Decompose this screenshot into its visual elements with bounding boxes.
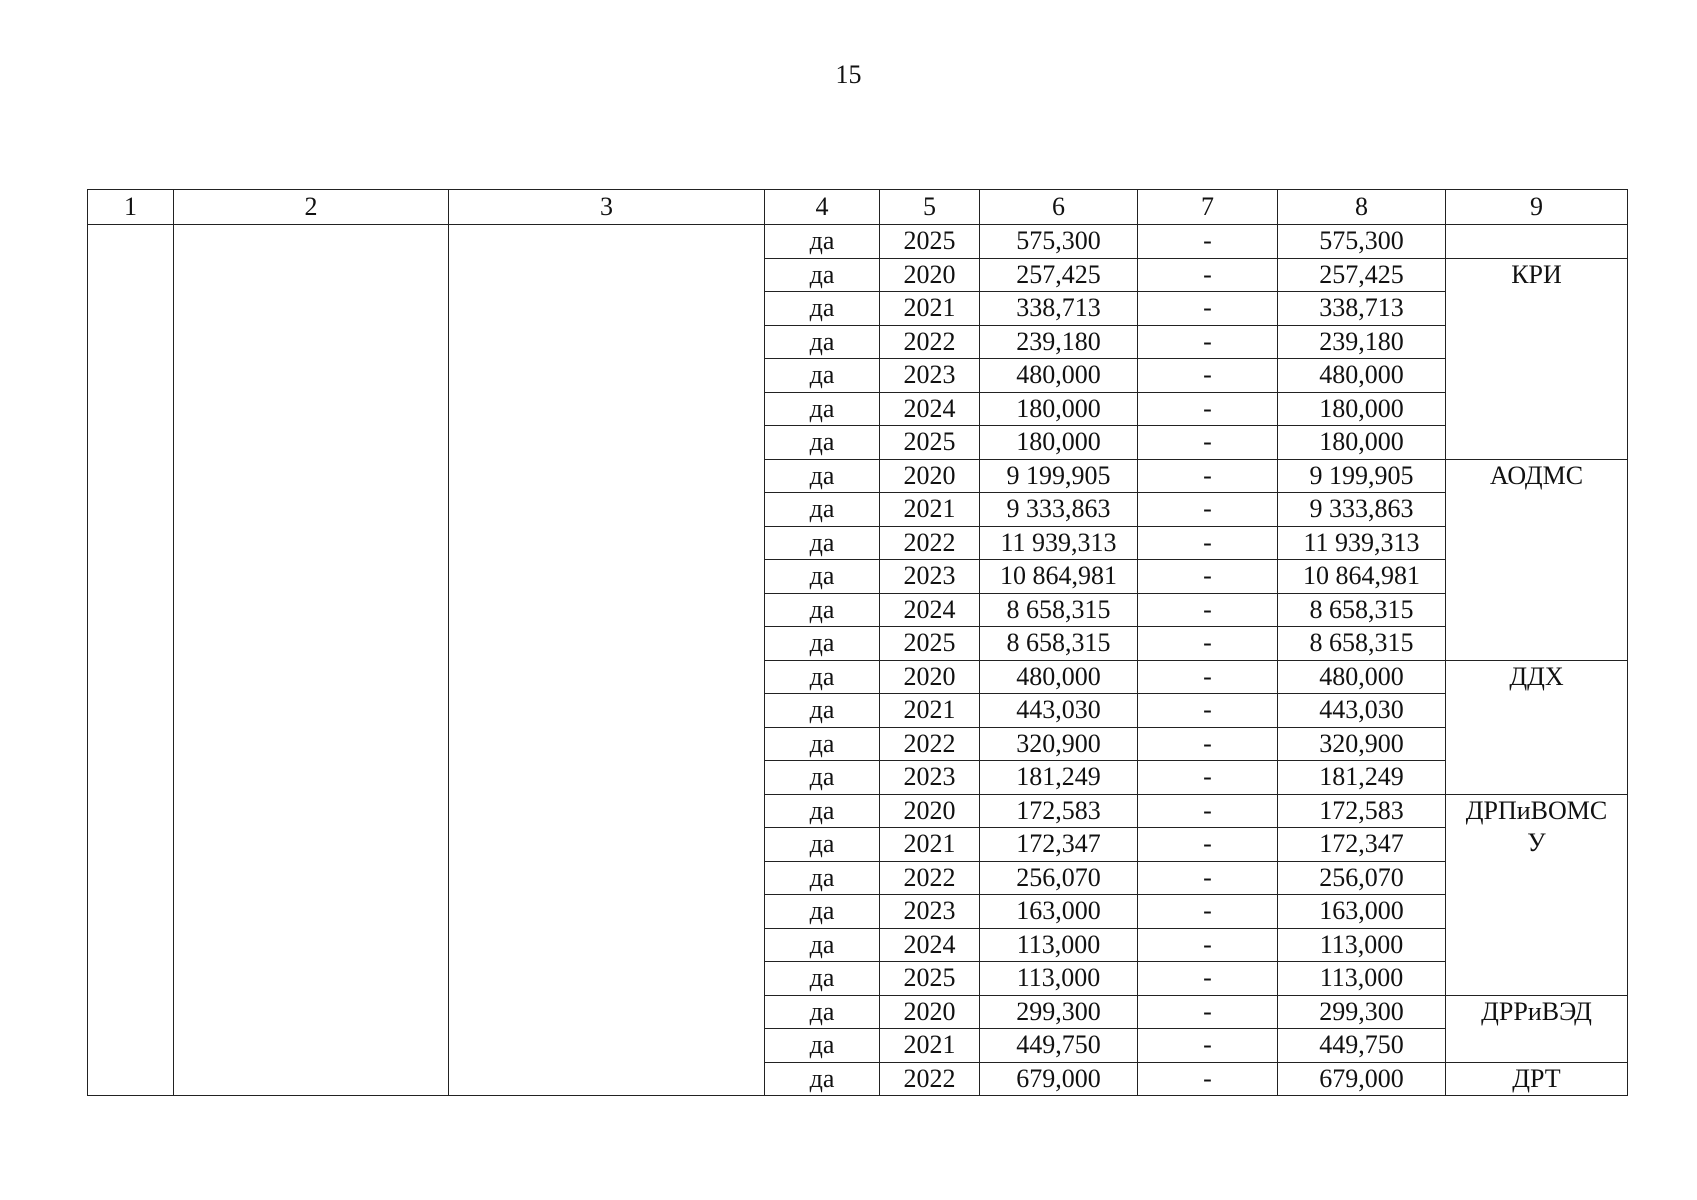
budget-amount-cell: 443,030	[1278, 694, 1446, 728]
financing-flag-cell: да	[765, 225, 880, 259]
dash-cell: -	[1138, 258, 1278, 292]
total-amount-cell: 443,030	[980, 694, 1138, 728]
total-amount-cell: 575,300	[980, 225, 1138, 259]
financing-flag-cell: да	[765, 392, 880, 426]
year-cell: 2021	[880, 694, 980, 728]
total-amount-cell: 679,000	[980, 1062, 1138, 1096]
financing-flag-cell: да	[765, 627, 880, 661]
year-cell: 2022	[880, 526, 980, 560]
financing-flag-cell: да	[765, 459, 880, 493]
budget-amount-cell: 338,713	[1278, 292, 1446, 326]
budget-amount-cell: 299,300	[1278, 995, 1446, 1029]
financing-flag-cell: да	[765, 828, 880, 862]
financing-flag-cell: да	[765, 727, 880, 761]
dash-cell: -	[1138, 459, 1278, 493]
financing-flag-cell: да	[765, 761, 880, 795]
total-amount-cell: 11 939,313	[980, 526, 1138, 560]
organization-name-continued: У	[1527, 827, 1546, 857]
budget-amount-cell: 449,750	[1278, 1029, 1446, 1063]
budget-amount-cell: 239,180	[1278, 325, 1446, 359]
financing-flag-cell: да	[765, 995, 880, 1029]
total-amount-cell: 8 658,315	[980, 627, 1138, 661]
total-amount-cell: 9 199,905	[980, 459, 1138, 493]
header-cell-1: 1	[88, 190, 174, 225]
year-cell: 2021	[880, 292, 980, 326]
dash-cell: -	[1138, 560, 1278, 594]
financing-flag-cell: да	[765, 426, 880, 460]
total-amount-cell: 181,249	[980, 761, 1138, 795]
total-amount-cell: 256,070	[980, 861, 1138, 895]
budget-amount-cell: 320,900	[1278, 727, 1446, 761]
total-amount-cell: 163,000	[980, 895, 1138, 929]
year-cell: 2020	[880, 794, 980, 828]
year-cell: 2025	[880, 225, 980, 259]
total-amount-cell: 239,180	[980, 325, 1138, 359]
financing-flag-cell: да	[765, 928, 880, 962]
dash-cell: -	[1138, 526, 1278, 560]
dash-cell: -	[1138, 794, 1278, 828]
budget-amount-cell: 113,000	[1278, 962, 1446, 996]
year-cell: 2022	[880, 325, 980, 359]
financing-flag-cell: да	[765, 1029, 880, 1063]
year-cell: 2020	[880, 660, 980, 694]
dash-cell: -	[1138, 359, 1278, 393]
year-cell: 2021	[880, 1029, 980, 1063]
total-amount-cell: 172,583	[980, 794, 1138, 828]
dash-cell: -	[1138, 493, 1278, 527]
dash-cell: -	[1138, 727, 1278, 761]
dash-cell: -	[1138, 995, 1278, 1029]
total-amount-cell: 8 658,315	[980, 593, 1138, 627]
total-amount-cell: 10 864,981	[980, 560, 1138, 594]
budget-amount-cell: 679,000	[1278, 1062, 1446, 1096]
total-amount-cell: 320,900	[980, 727, 1138, 761]
year-cell: 2023	[880, 761, 980, 795]
total-amount-cell: 480,000	[980, 359, 1138, 393]
year-cell: 2022	[880, 727, 980, 761]
dash-cell: -	[1138, 895, 1278, 929]
financing-flag-cell: да	[765, 660, 880, 694]
budget-amount-cell: 113,000	[1278, 928, 1446, 962]
financing-flag-cell: да	[765, 359, 880, 393]
table-header-row	[88, 190, 1628, 225]
dash-cell: -	[1138, 292, 1278, 326]
budget-amount-cell: 575,300	[1278, 225, 1446, 259]
year-cell: 2025	[880, 426, 980, 460]
year-cell: 2022	[880, 861, 980, 895]
year-cell: 2023	[880, 895, 980, 929]
organization-name: ДДХ	[1509, 661, 1564, 691]
dash-cell: -	[1138, 660, 1278, 694]
year-cell: 2020	[880, 459, 980, 493]
dash-cell: -	[1138, 392, 1278, 426]
year-cell: 2023	[880, 359, 980, 393]
dash-cell: -	[1138, 225, 1278, 259]
organization-cell	[1446, 258, 1628, 459]
dash-cell: -	[1138, 593, 1278, 627]
budget-amount-cell: 9 199,905	[1278, 459, 1446, 493]
header-cell-2: 2	[174, 190, 449, 225]
year-cell: 2024	[880, 392, 980, 426]
total-amount-cell: 180,000	[980, 392, 1138, 426]
budget-amount-cell: 180,000	[1278, 392, 1446, 426]
budget-amount-cell: 172,347	[1278, 828, 1446, 862]
header-cell-3: 3	[449, 190, 765, 225]
total-amount-cell: 172,347	[980, 828, 1138, 862]
total-amount-cell: 113,000	[980, 962, 1138, 996]
budget-amount-cell: 172,583	[1278, 794, 1446, 828]
dash-cell: -	[1138, 325, 1278, 359]
year-cell: 2024	[880, 928, 980, 962]
year-cell: 2023	[880, 560, 980, 594]
financing-flag-cell: да	[765, 1062, 880, 1096]
dash-cell: -	[1138, 761, 1278, 795]
total-amount-cell: 180,000	[980, 426, 1138, 460]
year-cell: 2022	[880, 1062, 980, 1096]
financing-flag-cell: да	[765, 962, 880, 996]
financing-flag-cell: да	[765, 895, 880, 929]
dash-cell: -	[1138, 627, 1278, 661]
total-amount-cell: 299,300	[980, 995, 1138, 1029]
organization-name: АОДМС	[1489, 460, 1584, 490]
dash-cell: -	[1138, 694, 1278, 728]
budget-amount-cell: 11 939,313	[1278, 526, 1446, 560]
header-cell-5: 5	[880, 190, 980, 225]
financing-flag-cell: да	[765, 794, 880, 828]
year-cell: 2025	[880, 627, 980, 661]
dash-cell: -	[1138, 426, 1278, 460]
budget-amount-cell: 8 658,315	[1278, 627, 1446, 661]
budget-amount-cell: 256,070	[1278, 861, 1446, 895]
budget-amount-cell: 480,000	[1278, 359, 1446, 393]
table-row	[88, 225, 1628, 259]
empty-merged-cell-1	[88, 225, 174, 1096]
header-cell-8: 8	[1278, 190, 1446, 225]
year-cell: 2021	[880, 493, 980, 527]
budget-amount-cell: 181,249	[1278, 761, 1446, 795]
empty-merged-cell-3	[449, 225, 765, 1096]
budget-amount-cell: 163,000	[1278, 895, 1446, 929]
dash-cell: -	[1138, 928, 1278, 962]
organization-name: ДРТ	[1512, 1063, 1561, 1093]
total-amount-cell: 449,750	[980, 1029, 1138, 1063]
financing-flag-cell: да	[765, 258, 880, 292]
year-cell: 2021	[880, 828, 980, 862]
organization-name: ДРРиВЭД	[1481, 996, 1592, 1026]
header-cell-4: 4	[765, 190, 880, 225]
financing-flag-cell: да	[765, 694, 880, 728]
financing-flag-cell: да	[765, 292, 880, 326]
budget-amount-cell: 180,000	[1278, 426, 1446, 460]
budget-amount-cell: 10 864,981	[1278, 560, 1446, 594]
page-number: 15	[835, 60, 862, 89]
budget-amount-cell: 480,000	[1278, 660, 1446, 694]
budget-amount-cell: 257,425	[1278, 258, 1446, 292]
empty-merged-cell-2	[174, 225, 449, 1096]
dash-cell: -	[1138, 962, 1278, 996]
organization-cell	[1446, 995, 1628, 1062]
dash-cell: -	[1138, 828, 1278, 862]
dash-cell: -	[1138, 1029, 1278, 1063]
year-cell: 2025	[880, 962, 980, 996]
total-amount-cell: 9 333,863	[980, 493, 1138, 527]
financing-flag-cell: да	[765, 560, 880, 594]
total-amount-cell: 480,000	[980, 660, 1138, 694]
financing-flag-cell: да	[765, 861, 880, 895]
financing-flag-cell: да	[765, 593, 880, 627]
total-amount-cell: 257,425	[980, 258, 1138, 292]
total-amount-cell: 338,713	[980, 292, 1138, 326]
header-cell-7: 7	[1138, 190, 1278, 225]
total-amount-cell: 113,000	[980, 928, 1138, 962]
organization-name: КРИ	[1511, 259, 1562, 289]
organization-cell	[1446, 225, 1628, 259]
header-cell-9: 9	[1446, 190, 1628, 225]
header-cell-6: 6	[980, 190, 1138, 225]
dash-cell: -	[1138, 1062, 1278, 1096]
funding-table	[87, 189, 1628, 1096]
financing-flag-cell: да	[765, 493, 880, 527]
year-cell: 2024	[880, 593, 980, 627]
organization-cell	[1446, 1062, 1628, 1096]
table-body	[88, 190, 1628, 1096]
year-cell: 2020	[880, 258, 980, 292]
financing-flag-cell: да	[765, 526, 880, 560]
year-cell: 2020	[880, 995, 980, 1029]
financing-flag-cell: да	[765, 325, 880, 359]
budget-amount-cell: 8 658,315	[1278, 593, 1446, 627]
dash-cell: -	[1138, 861, 1278, 895]
budget-amount-cell: 9 333,863	[1278, 493, 1446, 527]
organization-cell	[1446, 794, 1628, 995]
organization-cell	[1446, 459, 1628, 660]
organization-cell	[1446, 660, 1628, 794]
organization-name: ДРПиВОМС	[1465, 795, 1608, 825]
